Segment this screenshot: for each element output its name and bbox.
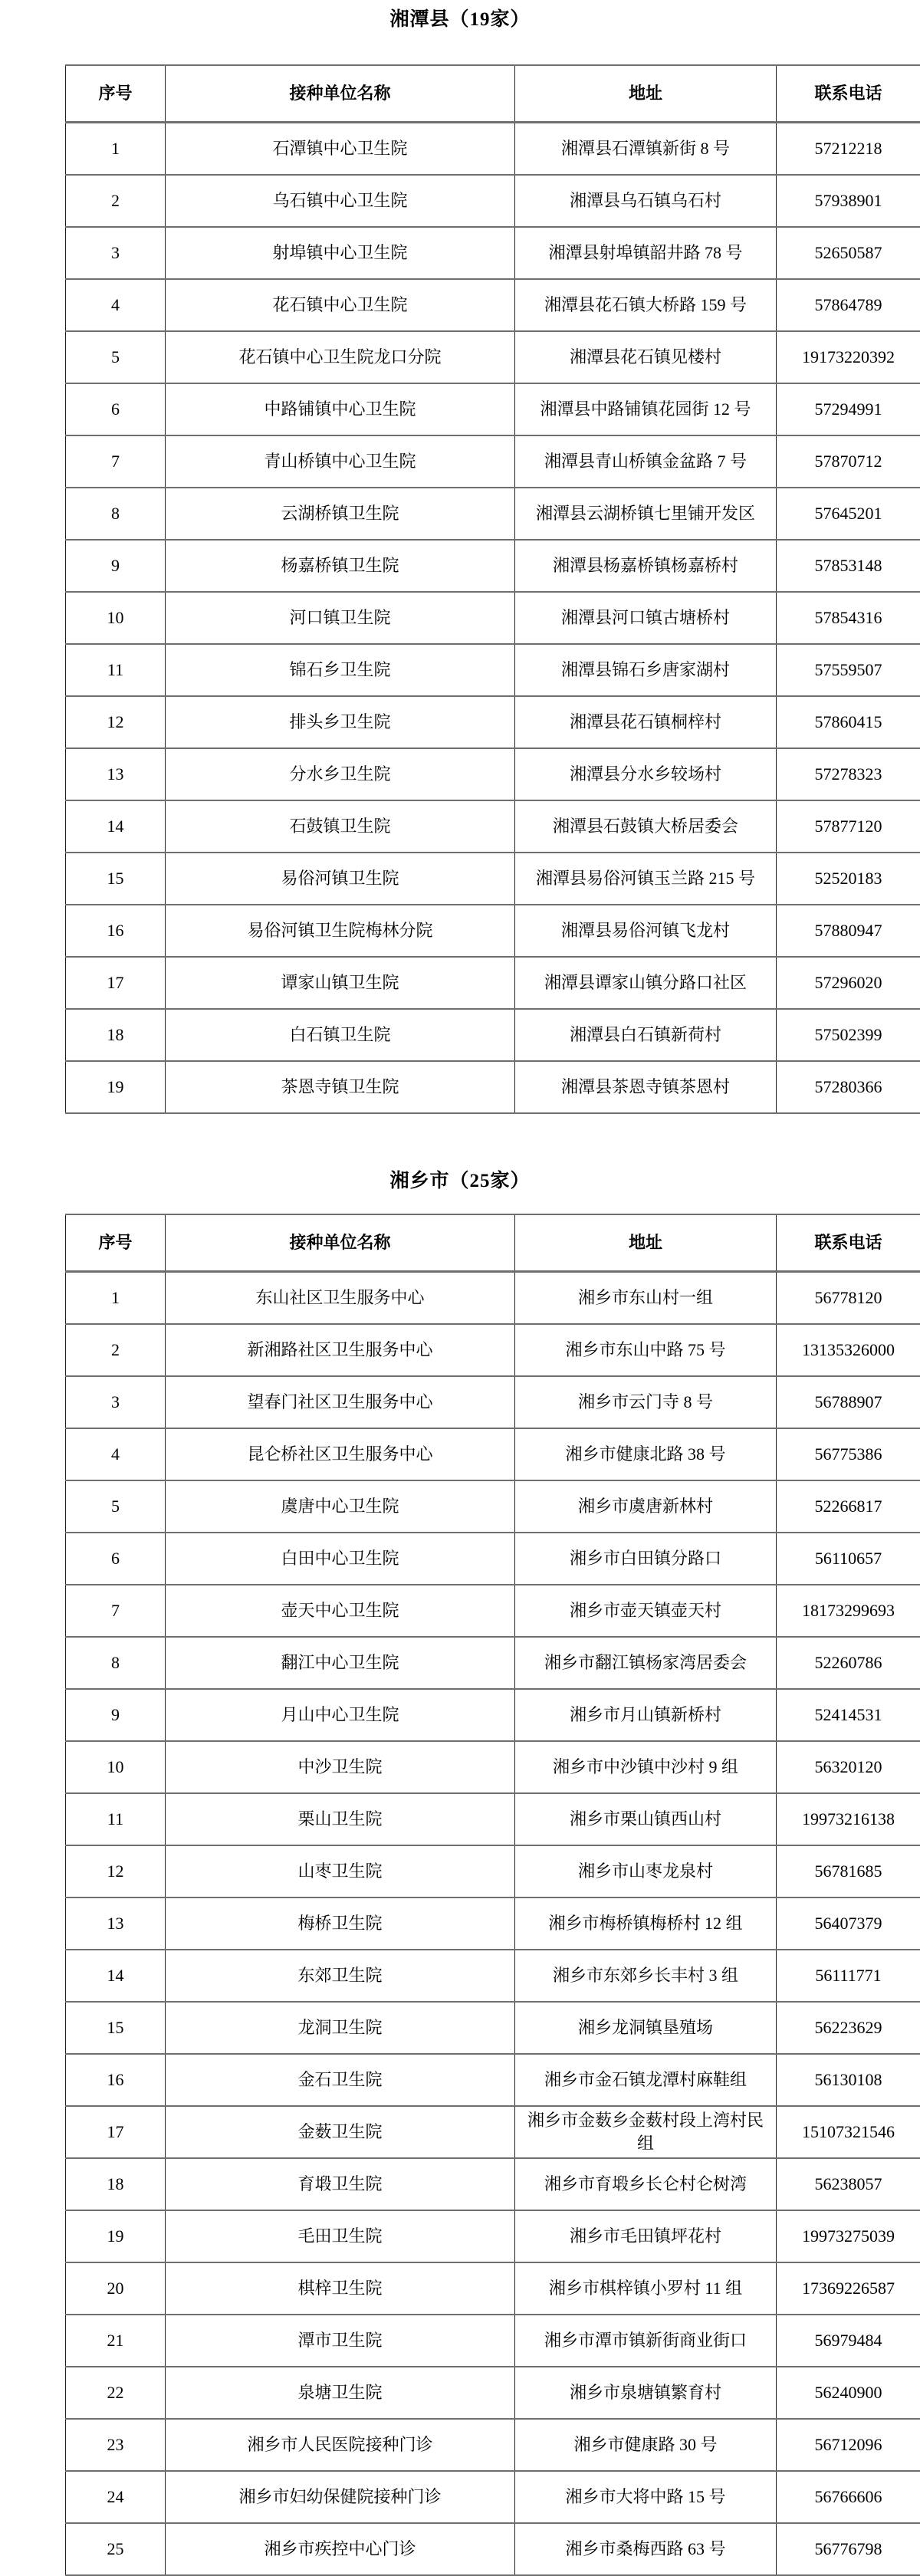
cell-no: 16 <box>66 905 166 957</box>
cell-address: 湘乡市东山中路 75 号 <box>515 1324 777 1376</box>
cell-name: 锦石乡卫生院 <box>166 644 515 696</box>
cell-phone: 57212218 <box>777 123 920 176</box>
cell-phone: 56766606 <box>777 2471 920 2523</box>
cell-address: 湘乡市金石镇龙潭村麻鞋组 <box>515 2054 777 2106</box>
column-header-1: 接种单位名称 <box>166 1214 515 1272</box>
cell-name: 育塅卫生院 <box>166 2158 515 2210</box>
cell-address: 湘潭县谭家山镇分路口社区 <box>515 957 777 1009</box>
cell-phone: 56223629 <box>777 2002 920 2054</box>
table-row <box>66 644 920 696</box>
cell-name: 昆仑桥社区卫生服务中心 <box>166 1428 515 1480</box>
cell-name: 栗山卫生院 <box>166 1793 515 1845</box>
cell-name: 望春门社区卫生服务中心 <box>166 1376 515 1428</box>
cell-name: 棋梓卫生院 <box>166 2262 515 2315</box>
table-row <box>66 175 920 227</box>
cell-no: 10 <box>66 1741 166 1793</box>
cell-name: 泉塘卫生院 <box>166 2367 515 2419</box>
cell-no: 7 <box>66 1585 166 1637</box>
cell-name: 新湘路社区卫生服务中心 <box>166 1324 515 1376</box>
cell-no: 12 <box>66 1845 166 1898</box>
cell-name: 湘乡市疾控中心门诊 <box>166 2523 515 2575</box>
column-header-1: 接种单位名称 <box>166 65 515 123</box>
cell-address: 湘潭县中路铺镇花园街 12 号 <box>515 383 777 435</box>
cell-address: 湘乡市月山镇新桥村 <box>515 1689 777 1741</box>
table-row <box>66 1324 920 1376</box>
cell-name: 东郊卫生院 <box>166 1950 515 2002</box>
cell-name: 易俗河镇卫生院梅林分院 <box>166 905 515 957</box>
header-row <box>66 65 920 123</box>
cell-address: 湘潭县锦石乡唐家湖村 <box>515 644 777 696</box>
column-header-3: 联系电话 <box>777 1214 920 1272</box>
cell-name: 花石镇中心卫生院 <box>166 279 515 331</box>
cell-name: 龙洞卫生院 <box>166 2002 515 2054</box>
cell-phone: 56979484 <box>777 2315 920 2367</box>
cell-address: 湘潭县花石镇见楼村 <box>515 331 777 383</box>
cell-no: 5 <box>66 331 166 383</box>
cell-phone: 19973275039 <box>777 2210 920 2262</box>
table-row <box>66 1533 920 1585</box>
cell-name: 中沙卫生院 <box>166 1741 515 1793</box>
vaccination-sites-table <box>65 64 920 1114</box>
cell-phone: 56775386 <box>777 1428 920 1480</box>
cell-name: 白石镇卫生院 <box>166 1009 515 1061</box>
cell-phone: 57280366 <box>777 1061 920 1113</box>
cell-name: 青山桥镇中心卫生院 <box>166 435 515 488</box>
cell-address: 湘潭县石潭镇新街 8 号 <box>515 123 777 176</box>
cell-phone: 57864789 <box>777 279 920 331</box>
cell-phone: 17369226587 <box>777 2262 920 2315</box>
cell-name: 分水乡卫生院 <box>166 748 515 800</box>
table-header <box>66 1214 920 1272</box>
cell-no: 25 <box>66 2523 166 2575</box>
table-row <box>66 1272 920 1325</box>
table-row <box>66 331 920 383</box>
cell-address: 湘乡市潭市镇新街商业街口 <box>515 2315 777 2367</box>
cell-address: 湘乡市栗山镇西山村 <box>515 1793 777 1845</box>
cell-address: 湘潭县青山桥镇金盆路 7 号 <box>515 435 777 488</box>
cell-name: 射埠镇中心卫生院 <box>166 227 515 279</box>
vaccination-sites-table <box>65 1214 920 2576</box>
cell-no: 20 <box>66 2262 166 2315</box>
cell-phone: 56320120 <box>777 1741 920 1793</box>
table-row <box>66 540 920 592</box>
cell-address: 湘潭县易俗河镇玉兰路 215 号 <box>515 853 777 905</box>
cell-name: 东山社区卫生服务中心 <box>166 1272 515 1325</box>
table-body <box>66 1272 920 2576</box>
table-row <box>66 853 920 905</box>
cell-no: 14 <box>66 800 166 853</box>
cell-no: 11 <box>66 644 166 696</box>
cell-no: 13 <box>66 748 166 800</box>
cell-no: 12 <box>66 696 166 748</box>
cell-no: 11 <box>66 1793 166 1845</box>
cell-no: 14 <box>66 1950 166 2002</box>
cell-address: 湘乡市白田镇分路口 <box>515 1533 777 1585</box>
table-row <box>66 1793 920 1845</box>
table-row <box>66 435 920 488</box>
table-row <box>66 2315 920 2367</box>
cell-no: 16 <box>66 2054 166 2106</box>
cell-address: 湘乡市毛田镇坪花村 <box>515 2210 777 2262</box>
cell-phone: 56776798 <box>777 2523 920 2575</box>
cell-name: 杨嘉桥镇卫生院 <box>166 540 515 592</box>
cell-phone: 57559507 <box>777 644 920 696</box>
cell-address: 湘乡市健康北路 38 号 <box>515 1428 777 1480</box>
cell-no: 9 <box>66 540 166 592</box>
table-row <box>66 1009 920 1061</box>
cell-address: 湘潭县射埠镇韶井路 78 号 <box>515 227 777 279</box>
table-row <box>66 2054 920 2106</box>
cell-address: 湘潭县分水乡较场村 <box>515 748 777 800</box>
cell-address: 湘潭县花石镇大桥路 159 号 <box>515 279 777 331</box>
cell-name: 虞唐中心卫生院 <box>166 1480 515 1533</box>
cell-name: 毛田卫生院 <box>166 2210 515 2262</box>
cell-name: 金石卫生院 <box>166 2054 515 2106</box>
cell-phone: 57278323 <box>777 748 920 800</box>
cell-phone: 52414531 <box>777 1689 920 1741</box>
cell-name: 中路铺镇中心卫生院 <box>166 383 515 435</box>
table-row <box>66 2262 920 2315</box>
cell-phone: 56407379 <box>777 1898 920 1950</box>
cell-name: 易俗河镇卫生院 <box>166 853 515 905</box>
table-row <box>66 957 920 1009</box>
cell-name: 排头乡卫生院 <box>166 696 515 748</box>
cell-no: 24 <box>66 2471 166 2523</box>
cell-phone: 52260786 <box>777 1637 920 1689</box>
table-row <box>66 1689 920 1741</box>
cell-address: 湘乡市翻江镇杨家湾居委会 <box>515 1637 777 1689</box>
cell-no: 15 <box>66 2002 166 2054</box>
cell-phone: 56788907 <box>777 1376 920 1428</box>
cell-name: 湘乡市人民医院接种门诊 <box>166 2419 515 2471</box>
cell-name: 湘乡市妇幼保健院接种门诊 <box>166 2471 515 2523</box>
table-row <box>66 123 920 176</box>
table-row <box>66 1376 920 1428</box>
cell-no: 19 <box>66 2210 166 2262</box>
table-row <box>66 1741 920 1793</box>
cell-no: 8 <box>66 1637 166 1689</box>
cell-phone: 57502399 <box>777 1009 920 1061</box>
cell-no: 17 <box>66 957 166 1009</box>
cell-phone: 13135326000 <box>777 1324 920 1376</box>
cell-phone: 57853148 <box>777 540 920 592</box>
cell-phone: 56240900 <box>777 2367 920 2419</box>
cell-phone: 56781685 <box>777 1845 920 1898</box>
cell-no: 4 <box>66 1428 166 1480</box>
cell-address: 湘乡市育塅乡长仑村仑树湾 <box>515 2158 777 2210</box>
cell-name: 白田中心卫生院 <box>166 1533 515 1585</box>
cell-phone: 52650587 <box>777 227 920 279</box>
table-row <box>66 383 920 435</box>
cell-address: 湘潭县茶恩寺镇茶恩村 <box>515 1061 777 1113</box>
section-title: 湘乡市（25家） <box>0 1168 920 1195</box>
cell-no: 9 <box>66 1689 166 1741</box>
cell-no: 2 <box>66 1324 166 1376</box>
header-row <box>66 1214 920 1272</box>
cell-phone: 57880947 <box>777 905 920 957</box>
section-xiangxiang-city <box>0 1168 920 2576</box>
cell-no: 17 <box>66 2106 166 2158</box>
cell-no: 23 <box>66 2419 166 2471</box>
cell-phone: 57854316 <box>777 592 920 644</box>
cell-phone: 56110657 <box>777 1533 920 1585</box>
table-row <box>66 488 920 540</box>
cell-address: 湘乡市云门寺 8 号 <box>515 1376 777 1428</box>
cell-no: 2 <box>66 175 166 227</box>
cell-no: 22 <box>66 2367 166 2419</box>
section-title: 湘潭县（19家） <box>0 6 920 34</box>
table-row <box>66 2210 920 2262</box>
table-row <box>66 748 920 800</box>
cell-phone: 56712096 <box>777 2419 920 2471</box>
cell-no: 4 <box>66 279 166 331</box>
cell-phone: 57294991 <box>777 383 920 435</box>
cell-phone: 57877120 <box>777 800 920 853</box>
cell-name: 石鼓镇卫生院 <box>166 800 515 853</box>
cell-phone: 19173220392 <box>777 331 920 383</box>
cell-address: 湘乡市桑梅西路 63 号 <box>515 2523 777 2575</box>
table-row <box>66 905 920 957</box>
cell-name: 花石镇中心卫生院龙口分院 <box>166 331 515 383</box>
cell-phone: 52266817 <box>777 1480 920 1533</box>
cell-address: 湘潭县云湖桥镇七里铺开发区 <box>515 488 777 540</box>
cell-address: 湘乡市金薮乡金薮村段上湾村民组 <box>515 2106 777 2158</box>
table-row <box>66 1061 920 1113</box>
cell-name: 石潭镇中心卫生院 <box>166 123 515 176</box>
table-body <box>66 123 920 1114</box>
cell-name: 谭家山镇卫生院 <box>166 957 515 1009</box>
cell-name: 潭市卫生院 <box>166 2315 515 2367</box>
cell-phone: 57296020 <box>777 957 920 1009</box>
cell-phone: 57938901 <box>777 175 920 227</box>
cell-no: 3 <box>66 227 166 279</box>
cell-phone: 19973216138 <box>777 1793 920 1845</box>
cell-no: 1 <box>66 123 166 176</box>
cell-name: 月山中心卫生院 <box>166 1689 515 1741</box>
cell-no: 21 <box>66 2315 166 2367</box>
section-xiangtan-county <box>0 6 920 1114</box>
cell-address: 湘乡市棋梓镇小罗村 11 组 <box>515 2262 777 2315</box>
cell-no: 8 <box>66 488 166 540</box>
cell-no: 1 <box>66 1272 166 1325</box>
table-row <box>66 592 920 644</box>
cell-address: 湘乡市中沙镇中沙村 9 组 <box>515 1741 777 1793</box>
cell-name: 梅桥卫生院 <box>166 1898 515 1950</box>
cell-address: 湘潭县花石镇桐梓村 <box>515 696 777 748</box>
table-row <box>66 2419 920 2471</box>
cell-address: 湘潭县河口镇古塘桥村 <box>515 592 777 644</box>
cell-address: 湘乡市壶天镇壶天村 <box>515 1585 777 1637</box>
table-row <box>66 1585 920 1637</box>
cell-name: 云湖桥镇卫生院 <box>166 488 515 540</box>
table-row <box>66 1845 920 1898</box>
cell-address: 湘乡市健康路 30 号 <box>515 2419 777 2471</box>
cell-phone: 57860415 <box>777 696 920 748</box>
table-row <box>66 1898 920 1950</box>
cell-address: 湘乡市东山村一组 <box>515 1272 777 1325</box>
cell-no: 13 <box>66 1898 166 1950</box>
cell-address: 湘潭县白石镇新荷村 <box>515 1009 777 1061</box>
cell-phone: 56111771 <box>777 1950 920 2002</box>
cell-phone: 57645201 <box>777 488 920 540</box>
table-row <box>66 1480 920 1533</box>
cell-phone: 18173299693 <box>777 1585 920 1637</box>
cell-address: 湘乡市山枣龙泉村 <box>515 1845 777 1898</box>
column-header-2: 地址 <box>515 1214 777 1272</box>
cell-no: 15 <box>66 853 166 905</box>
cell-phone: 56238057 <box>777 2158 920 2210</box>
table-row <box>66 2002 920 2054</box>
cell-address: 湘乡市虞唐新林村 <box>515 1480 777 1533</box>
cell-no: 6 <box>66 1533 166 1585</box>
cell-name: 乌石镇中心卫生院 <box>166 175 515 227</box>
table-row <box>66 2158 920 2210</box>
cell-no: 6 <box>66 383 166 435</box>
cell-phone: 15107321546 <box>777 2106 920 2158</box>
table-row <box>66 2523 920 2575</box>
cell-name: 翻江中心卫生院 <box>166 1637 515 1689</box>
cell-name: 金薮卫生院 <box>166 2106 515 2158</box>
table-row <box>66 696 920 748</box>
table-row <box>66 279 920 331</box>
cell-phone: 56130108 <box>777 2054 920 2106</box>
cell-phone: 52520183 <box>777 853 920 905</box>
table-row <box>66 800 920 853</box>
cell-name: 河口镇卫生院 <box>166 592 515 644</box>
column-header-2: 地址 <box>515 65 777 123</box>
table-row <box>66 2367 920 2419</box>
cell-name: 壶天中心卫生院 <box>166 1585 515 1637</box>
column-header-3: 联系电话 <box>777 65 920 123</box>
table-row <box>66 1428 920 1480</box>
cell-address: 湘潭县杨嘉桥镇杨嘉桥村 <box>515 540 777 592</box>
cell-no: 5 <box>66 1480 166 1533</box>
cell-address: 湘乡市东郊乡长丰村 3 组 <box>515 1950 777 2002</box>
cell-no: 18 <box>66 2158 166 2210</box>
cell-no: 3 <box>66 1376 166 1428</box>
cell-address: 湘乡龙洞镇垦殖场 <box>515 2002 777 2054</box>
cell-no: 18 <box>66 1009 166 1061</box>
cell-address: 湘乡市泉塘镇繁育村 <box>515 2367 777 2419</box>
cell-address: 湘潭县乌石镇乌石村 <box>515 175 777 227</box>
column-header-0: 序号 <box>66 1214 166 1272</box>
cell-address: 湘潭县石鼓镇大桥居委会 <box>515 800 777 853</box>
column-header-0: 序号 <box>66 65 166 123</box>
cell-address: 湘乡市大将中路 15 号 <box>515 2471 777 2523</box>
cell-address: 湘潭县易俗河镇飞龙村 <box>515 905 777 957</box>
cell-name: 茶恩寺镇卫生院 <box>166 1061 515 1113</box>
cell-name: 山枣卫生院 <box>166 1845 515 1898</box>
table-row <box>66 2471 920 2523</box>
cell-no: 7 <box>66 435 166 488</box>
cell-no: 19 <box>66 1061 166 1113</box>
table-row <box>66 1637 920 1689</box>
cell-address: 湘乡市梅桥镇梅桥村 12 组 <box>515 1898 777 1950</box>
table-row <box>66 227 920 279</box>
cell-phone: 57870712 <box>777 435 920 488</box>
cell-no: 10 <box>66 592 166 644</box>
table-row <box>66 1950 920 2002</box>
cell-phone: 56778120 <box>777 1272 920 1325</box>
table-header <box>66 65 920 123</box>
table-row <box>66 2106 920 2158</box>
